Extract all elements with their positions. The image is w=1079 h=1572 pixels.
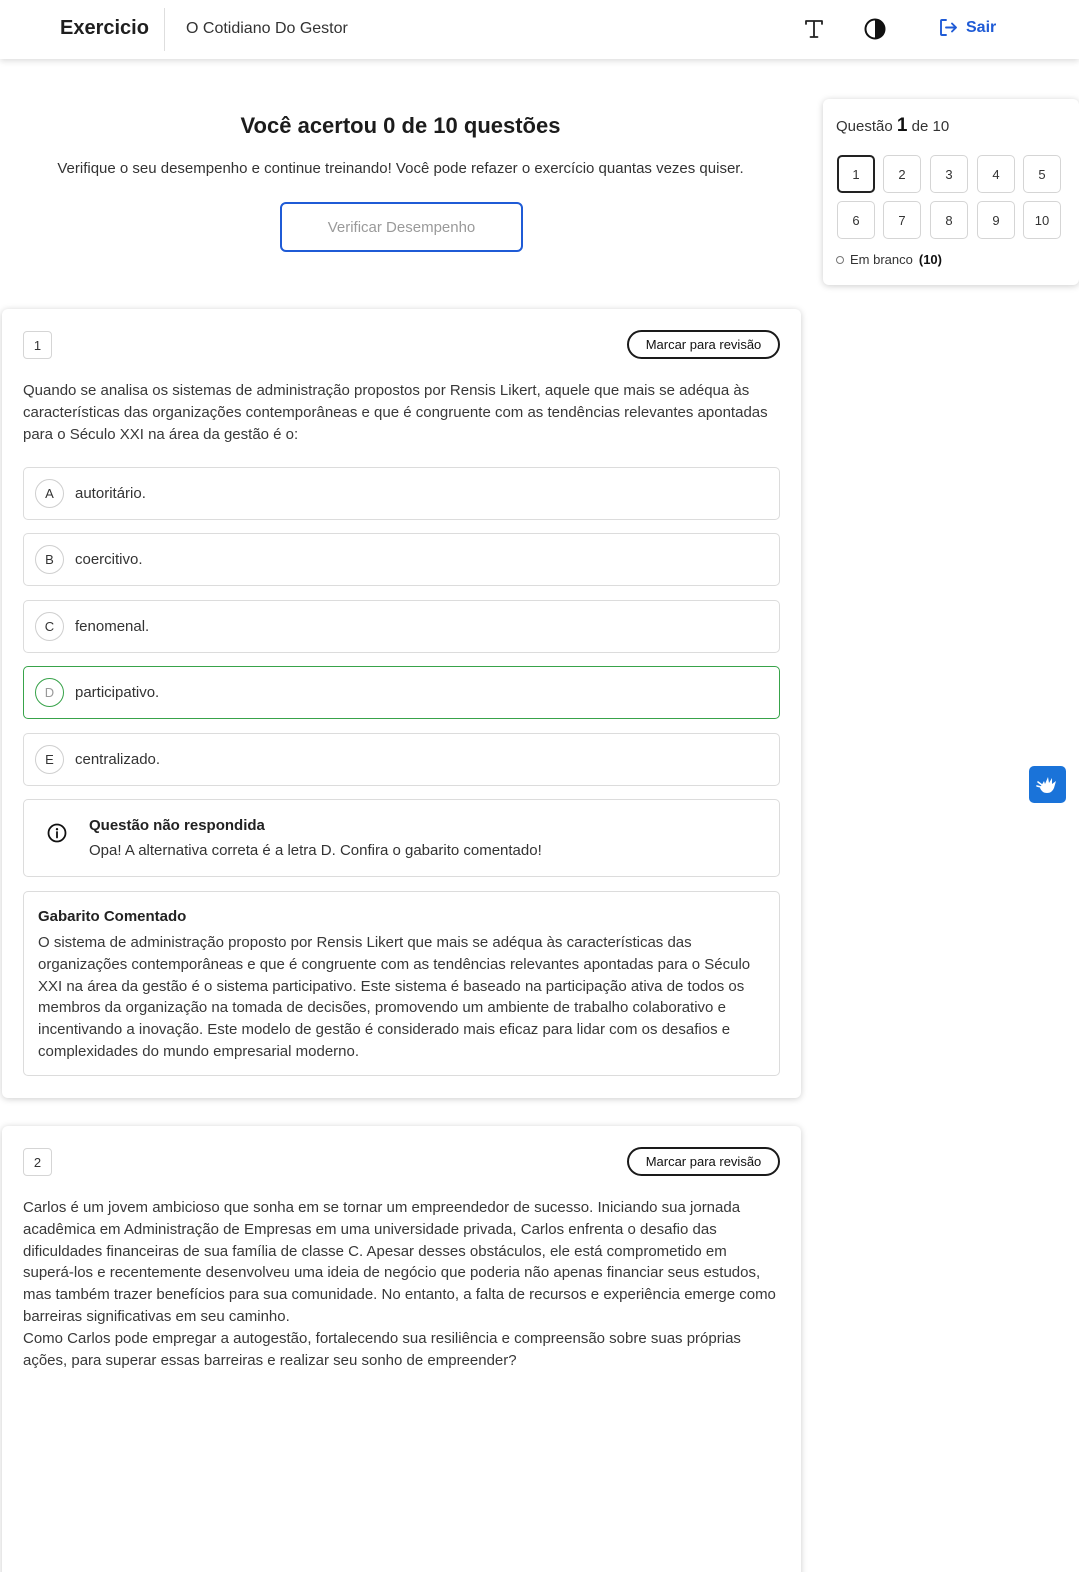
option-letter: A: [35, 479, 64, 508]
answer-text: O sistema de administração proposto por Rensis Likert que mais se adéqua às características das organizações contemporâneas e que é congruente com as tendências relevantes apontadas para o Século XXI na área da gestão é o sistema participativo. Este sistema é baseado na participação ativa de todos os membros da organização na tomada de decisões, promovendo um ambiente de trabalho colaborativo e incentivando a inovação. Este modelo de gestão é considerado mais eficaz para lidar com os desafios e complexidades do mundo empresarial moderno.: [38, 934, 751, 1060]
feedback-box: [23, 799, 780, 877]
course-title: O Cotidiano Do Gestor: [186, 20, 348, 37]
option-text: centralizado.: [75, 751, 161, 768]
answer-title: Gabarito Comentado: [38, 908, 187, 925]
navigator-prefix: Questão: [836, 118, 893, 135]
brand-title[interactable]: Exercicio: [60, 17, 149, 39]
font-size-button[interactable]: [799, 14, 829, 44]
navigator-suffix: de 10: [911, 118, 950, 135]
navigator-heading: [836, 115, 949, 137]
top-header: [0, 0, 1079, 59]
option-d-correct[interactable]: [23, 666, 780, 719]
info-icon: [47, 823, 67, 843]
blank-legend: [836, 252, 942, 267]
question-text: [23, 1197, 780, 1371]
option-letter: C: [35, 612, 64, 641]
sign-language-icon: [1035, 772, 1061, 798]
result-subtitle: Verifique o seu desempenho e continue treinando! Você pode refazer o exercício quantas vezes quiser.: [57, 160, 744, 177]
nav-question-3[interactable]: 3: [930, 155, 968, 193]
question-number: 1: [23, 331, 52, 359]
logout-label: Sair: [966, 18, 997, 36]
answer-explanation: [23, 891, 780, 1076]
question-text: Quando se analisa os sistemas de administração propostos por Rensis Likert, aquele que mais se adéqua às características das organizações contemporâneas e que é congruente com as tendências relevantes apontadas para o Século XXI na área da gestão é o:: [23, 382, 768, 443]
nav-question-8[interactable]: 8: [930, 201, 968, 239]
logout-button[interactable]: [938, 17, 996, 38]
question-card-2: [2, 1126, 801, 1572]
option-a[interactable]: [23, 467, 780, 520]
option-text: autoritário.: [75, 485, 146, 502]
nav-question-2[interactable]: 2: [883, 155, 921, 193]
question-number: 2: [23, 1148, 52, 1176]
question-paragraph: Carlos é um jovem ambicioso que sonha em se tornar um empreendedor de sucesso. Iniciando sua jornada acadêmica em Administração de Empresas em uma universidade privada, Carlos enfrenta o desafio das dificuldades financeiras de sua família de classe C. Apesar desses obstáculos, ele está comprometido em superá-los e recentemente desenvolveu uma ideia de negócio que poderia não apenas financiar seus estudos, mas também trazer benefícios para sua comunidade. No entanto, a falta de recursos e experiência emerge como barreiras significativas em seu caminho.: [23, 1199, 776, 1325]
question-card-1: [2, 309, 801, 1098]
font-size-icon: [803, 18, 825, 40]
blank-legend-count: (10): [918, 252, 942, 267]
option-text: fenomenal.: [75, 618, 150, 635]
option-text: coercitivo.: [75, 551, 143, 568]
nav-question-9[interactable]: 9: [977, 201, 1015, 239]
nav-question-1[interactable]: 1: [837, 155, 875, 193]
feedback-title: Questão não respondida: [89, 817, 265, 834]
nav-question-10[interactable]: 10: [1023, 201, 1061, 239]
option-e[interactable]: [23, 733, 780, 786]
sign-language-button[interactable]: [1029, 766, 1066, 803]
nav-question-6[interactable]: 6: [837, 201, 875, 239]
option-b[interactable]: [23, 533, 780, 586]
option-letter: B: [35, 545, 64, 574]
option-letter: E: [35, 745, 64, 774]
mark-for-review-button[interactable]: Marcar para revisão: [627, 1147, 780, 1176]
blank-legend-label: Em branco: [850, 252, 913, 267]
nav-question-4[interactable]: 4: [977, 155, 1015, 193]
question-prompt: Como Carlos pode empregar a autogestão, fortalecendo sua resiliência e compreensão sobre suas próprias ações, para superar essas barreiras e realizar seu sonho de empreender?: [23, 1329, 741, 1369]
option-text: participativo.: [75, 684, 160, 701]
navigator-current: 1: [896, 115, 908, 136]
contrast-button[interactable]: [860, 14, 890, 44]
verify-performance-button[interactable]: Verificar Desempenho: [280, 202, 523, 252]
question-navigator: [823, 99, 1079, 285]
option-letter: D: [35, 678, 64, 707]
result-title: Você acertou 0 de 10 questões: [240, 113, 561, 138]
blank-legend-dot: [836, 256, 844, 264]
mark-for-review-button[interactable]: Marcar para revisão: [627, 330, 780, 359]
feedback-message: Opa! A alternativa correta é a letra D. Confira o gabarito comentado!: [89, 842, 542, 859]
nav-question-5[interactable]: 5: [1023, 155, 1061, 193]
contrast-icon: [863, 17, 887, 41]
logout-icon: [938, 17, 959, 38]
nav-question-7[interactable]: 7: [883, 201, 921, 239]
option-c[interactable]: [23, 600, 780, 653]
header-divider: [164, 8, 165, 51]
